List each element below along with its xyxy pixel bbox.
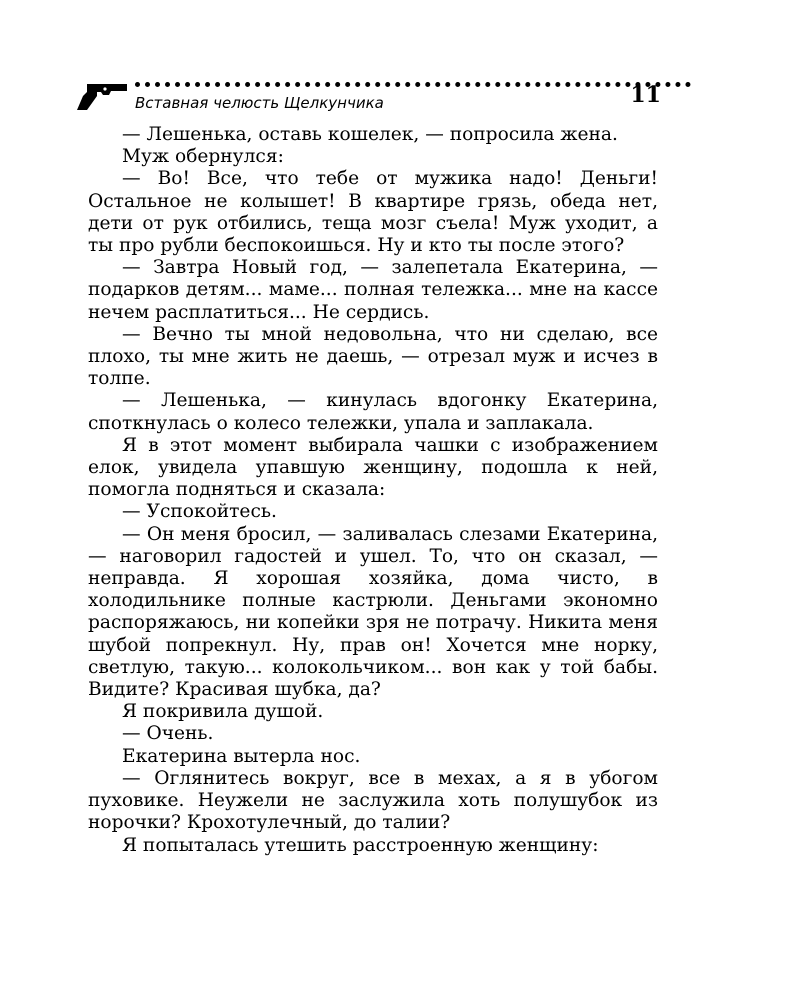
header-dotted-rule [135, 82, 691, 87]
revolver-icon [75, 82, 129, 112]
paragraph: — Лешенька, — кинулась вдогонку Екатерина, споткнулась о колесо тележки, упала и заплакала. [88, 390, 658, 434]
paragraph: — Он меня бросил, — заливалась слезами Екатерина, — наговорил гадостей и ушел. То, что он сказал, — неправда. Я хорошая хозяйка, дома чисто, в холодильнике полные кастрюли. Деньгами экономно распоряжаюсь, ни копейки зря не потрачу. Никита меня шубой попрекнул. Ну, прав он! Хочется мне норку, светлую, такую... колокольчиком... вон как у той бабы. Видите? Красивая шубка, да? [88, 523, 658, 701]
running-title: Вставная челюсть Щелкунчика [135, 94, 384, 112]
paragraph: Муж обернулся: [122, 146, 284, 168]
body-text [88, 124, 658, 857]
page-header [75, 72, 663, 116]
paragraph: — Завтра Новый год, — залепетала Екатерина, — подарков детям... маме... полная тележка... мне на кассе нечем расплатиться... Не сердись. [88, 257, 658, 323]
paragraph: — Очень. [122, 723, 214, 745]
paragraph: — Оглянитесь вокруг, все в мехах, а я в убогом пуховике. Неужели не заслужила хоть полушубок из норочки? Крохотулечный, до талии? [88, 767, 658, 834]
paragraph: Екатерина вытерла нос. [122, 745, 361, 767]
paragraph: Я в этот момент выбирала чашки с изображением елок, увидела упавшую женщину, подошла к ней, помогла подняться и сказала: [88, 434, 658, 501]
paragraph: Я покривила душой. [122, 701, 324, 723]
paragraph: Я попыталась утешить расстроенную женщину: [122, 834, 599, 856]
page-number: 11 [630, 82, 661, 108]
paragraph: — Успокойтесь. [122, 501, 277, 523]
paragraph: — Лешенька, оставь кошелек, — попросила жена. [122, 124, 618, 145]
paragraph: — Во! Все, что тебе от мужика надо! Деньги! Остальное не колышет! В квартире грязь, обеда нет, дети от рук отбились, теща мозг съела! Муж уходит, а ты про рубли беспокоишься. Ну и кто ты после этого? [88, 168, 658, 257]
paragraph: — Вечно ты мной недовольна, что ни сделаю, все плохо, ты мне жить не даешь, — отрезал муж и исчез в толпе. [88, 323, 658, 390]
